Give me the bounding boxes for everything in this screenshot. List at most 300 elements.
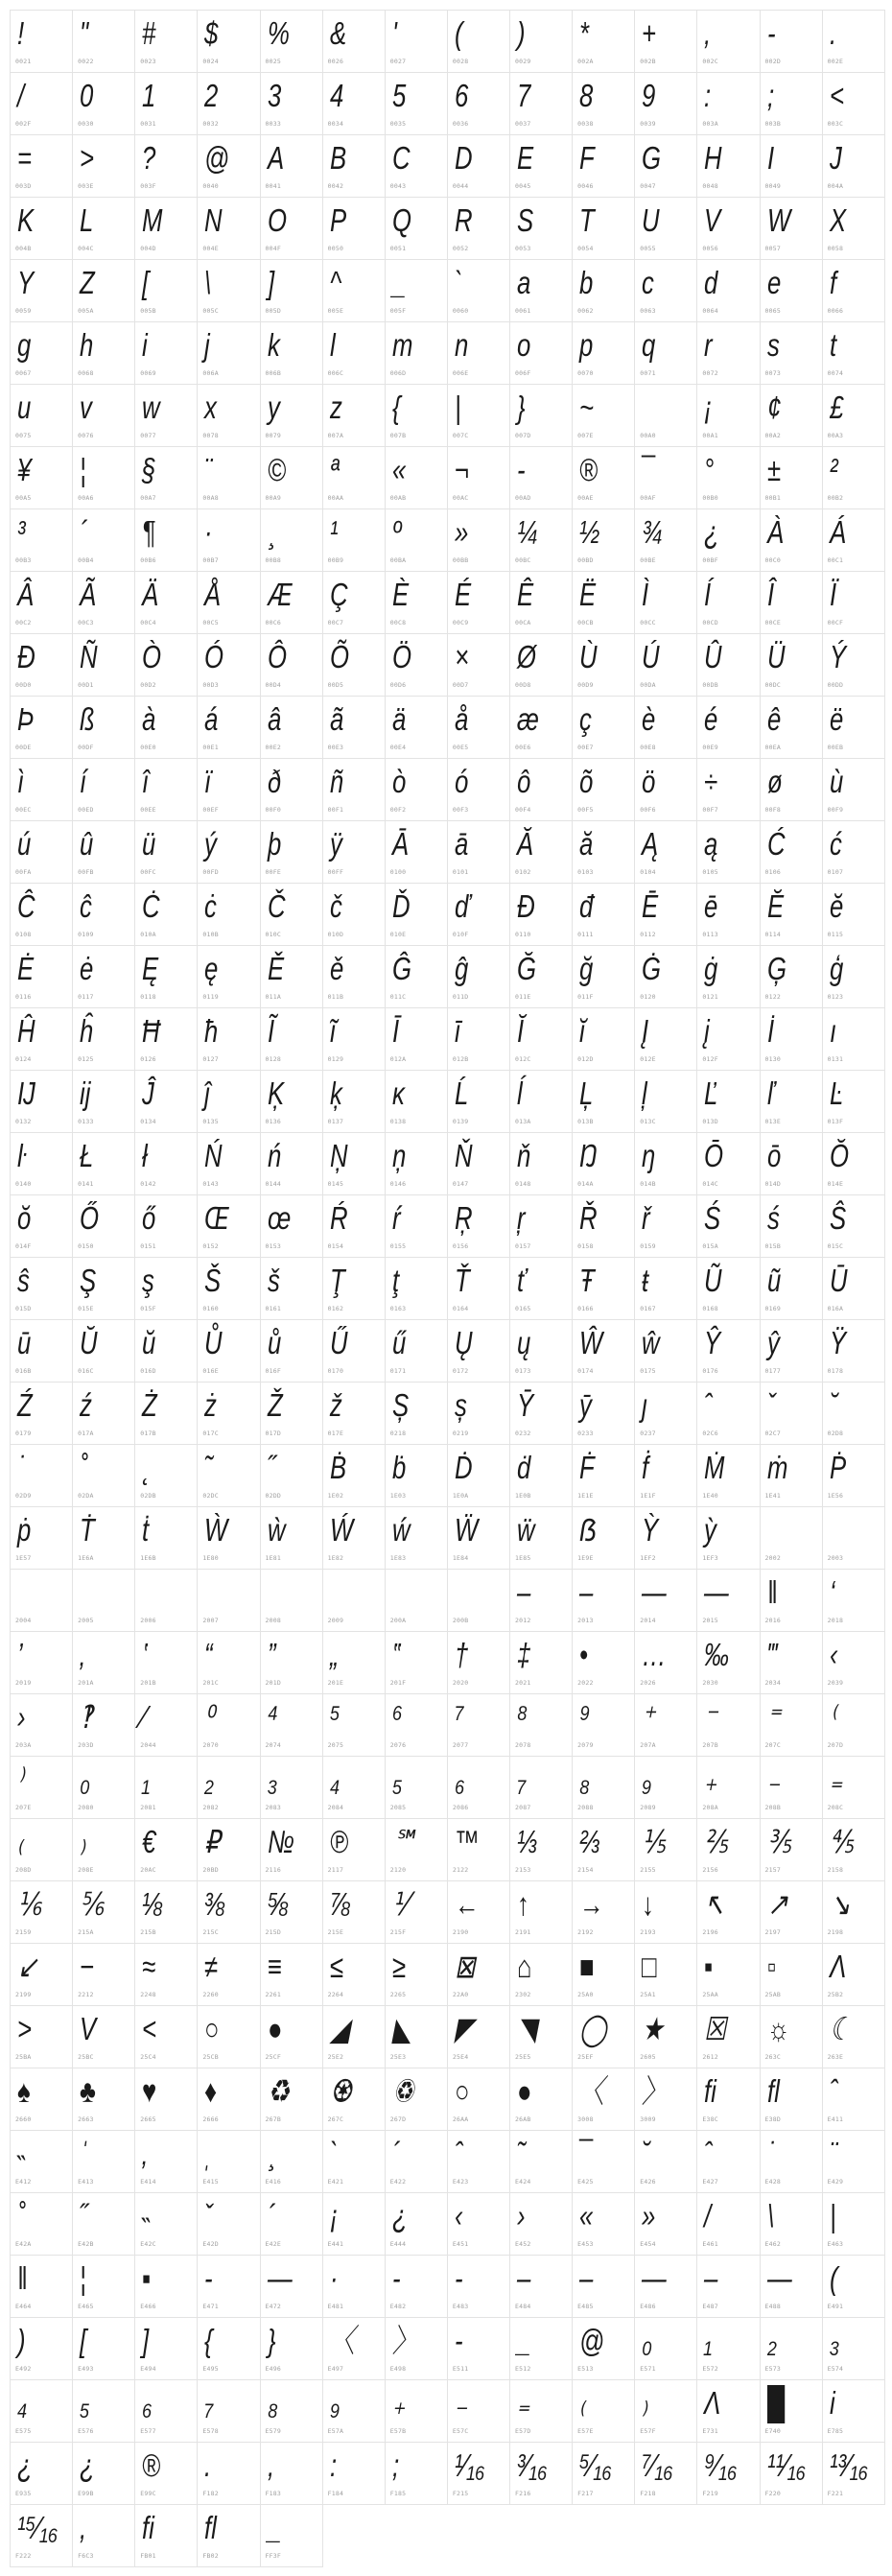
glyph-codepoint: 1E84 (452, 1554, 469, 1562)
glyph-char: Ė (17, 951, 35, 986)
glyph-codepoint: F183 (265, 2490, 281, 2497)
glyph-char: ₁ (142, 1761, 151, 1797)
glyph-cell (509, 820, 573, 884)
glyph-char: 5 (391, 78, 407, 113)
glyph-cell (197, 1756, 260, 1819)
glyph-char: ℗ (329, 1824, 348, 1859)
glyph-cell (696, 1132, 760, 1195)
glyph-cell (260, 1818, 323, 1881)
glyph-cell (696, 1756, 760, 1819)
glyph-cell (447, 2192, 510, 2256)
glyph-char: ▫ (766, 1949, 776, 1984)
glyph-cell (260, 259, 323, 322)
glyph-cell (197, 571, 260, 634)
glyph-cell (197, 1569, 260, 1632)
glyph-codepoint: E38C (702, 2115, 718, 2123)
glyph-codepoint: 00B7 (202, 556, 219, 564)
glyph-cell (10, 134, 73, 198)
glyph-cell (134, 1756, 198, 1819)
glyph-codepoint: F217 (577, 2490, 594, 2497)
glyph-codepoint: 015B (764, 1242, 781, 1250)
glyph-codepoint: 00C8 (389, 619, 407, 626)
glyph-codepoint: 267C (327, 2115, 344, 2123)
glyph-char: ţ (391, 1263, 399, 1298)
glyph-codepoint: 0033 (265, 120, 281, 128)
glyph-codepoint: 0148 (515, 1180, 531, 1188)
glyph-char: Ũ (704, 1263, 722, 1298)
glyph-cell (385, 2442, 448, 2505)
glyph-cell (447, 820, 510, 884)
glyph-codepoint: 0071 (640, 369, 656, 377)
glyph-codepoint: FF3F (265, 2552, 281, 2560)
glyph-cell (509, 1880, 573, 1944)
glyph-codepoint: 00F0 (265, 806, 281, 814)
glyph-codepoint: 1E81 (265, 1554, 281, 1562)
glyph-codepoint: E513 (577, 2365, 594, 2373)
glyph-cell (197, 696, 260, 759)
glyph-char: r (704, 327, 713, 363)
glyph-cell (822, 2255, 885, 2318)
glyph-codepoint: 0178 (827, 1367, 844, 1375)
glyph-cell (322, 321, 386, 385)
glyph-codepoint: 0034 (327, 120, 344, 128)
glyph-codepoint: 004D (140, 245, 156, 252)
glyph-cell (260, 571, 323, 634)
glyph-char: Į (642, 1013, 649, 1049)
glyph-cell (572, 2130, 635, 2193)
glyph-cell (509, 696, 573, 759)
glyph-char: Ľ (704, 1075, 718, 1111)
glyph-char: ⁷ (454, 1699, 464, 1735)
glyph-codepoint: E424 (515, 2178, 531, 2186)
glyph-cell (134, 571, 198, 634)
glyph-codepoint: 00B2 (827, 494, 844, 502)
glyph-char: ) (517, 15, 526, 51)
glyph-cell (760, 1007, 823, 1071)
glyph-codepoint: E496 (265, 2365, 281, 2373)
glyph-char: ŋ (642, 1138, 656, 1173)
glyph-cell (447, 10, 510, 73)
glyph-codepoint: 00B9 (327, 556, 344, 564)
glyph-char: Ś (704, 1200, 721, 1236)
glyph-codepoint: 00DA (640, 681, 656, 689)
glyph-cell (634, 1631, 697, 1694)
glyph-codepoint: 00EA (764, 744, 781, 751)
glyph-cell (822, 1319, 885, 1383)
glyph-char: ˝ (267, 1450, 276, 1485)
glyph-char: ₋ (766, 1761, 781, 1797)
glyph-char: ₋ (454, 2385, 468, 2421)
glyph-cell (260, 2442, 323, 2505)
glyph-char: ₃ (829, 2323, 839, 2358)
glyph-codepoint: 011F (577, 993, 594, 1001)
glyph-cell (10, 1569, 73, 1632)
glyph-cell (572, 1070, 635, 1133)
glyph-char: Š (204, 1263, 222, 1298)
glyph-char: w (142, 390, 160, 425)
glyph-cell (260, 696, 323, 759)
glyph-codepoint: 25AB (764, 1991, 781, 1998)
glyph-cell (447, 1943, 510, 2006)
glyph-codepoint: 1E57 (15, 1554, 32, 1562)
glyph-char: = (17, 140, 33, 176)
glyph-char: Ã (80, 577, 97, 612)
glyph-char: æ (517, 701, 539, 737)
glyph-cell (822, 820, 885, 884)
glyph-char: X (829, 202, 846, 238)
glyph-codepoint: 2192 (577, 1928, 594, 1936)
glyph-codepoint: 0143 (202, 1180, 219, 1188)
glyph-codepoint: E411 (827, 2115, 844, 2123)
glyph-char: m (391, 327, 413, 363)
glyph-char: Ž (267, 1387, 283, 1423)
glyph-char: Ḟ (579, 1450, 595, 1485)
glyph-char: ₆ (454, 1761, 465, 1797)
glyph-codepoint: 00BA (389, 556, 407, 564)
glyph-codepoint: 215C (202, 1928, 219, 1936)
glyph-cell (634, 321, 697, 385)
glyph-char: * (579, 15, 590, 51)
glyph-codepoint: 2004 (15, 1617, 32, 1624)
glyph-cell (572, 1319, 635, 1383)
glyph-cell (760, 10, 823, 73)
glyph-codepoint: 00F3 (452, 806, 469, 814)
glyph-codepoint: 1E03 (389, 1492, 407, 1500)
glyph-cell (634, 1943, 697, 2006)
glyph-cell (822, 1132, 885, 1195)
glyph-cell (509, 571, 573, 634)
glyph-cell (72, 1880, 135, 1944)
glyph-char: ≤ (329, 1949, 343, 1984)
glyph-codepoint: 00BE (640, 556, 656, 564)
glyph-char: ● (267, 2011, 283, 2046)
glyph-cell (385, 1943, 448, 2006)
glyph-char: ŏ (17, 1200, 32, 1236)
glyph-cell (134, 2504, 198, 2567)
glyph-codepoint: 2003 (827, 1554, 844, 1562)
glyph-char: ā (454, 826, 469, 862)
glyph-cell (696, 1631, 760, 1694)
glyph-cell (72, 259, 135, 322)
glyph-codepoint: F221 (827, 2490, 844, 2497)
glyph-codepoint: 2044 (140, 1741, 156, 1749)
glyph-cell (322, 1070, 386, 1133)
glyph-char: Ö (391, 639, 411, 674)
glyph-char: ⁵ (329, 1699, 340, 1735)
glyph-codepoint: 2026 (640, 1679, 656, 1687)
glyph-cell (10, 820, 73, 884)
glyph-codepoint: 201F (389, 1679, 407, 1687)
glyph-codepoint: 007D (515, 432, 531, 439)
glyph-codepoint: 00B1 (764, 494, 781, 502)
glyph-codepoint: 015A (702, 1242, 718, 1250)
glyph-char: ļ (642, 1075, 647, 1111)
glyph-codepoint: F184 (327, 2490, 344, 2497)
glyph-char: Ō (704, 1138, 724, 1173)
glyph-char: ¹¹⁄₁₆ (766, 2447, 806, 2483)
glyph-codepoint: E444 (389, 2240, 407, 2248)
glyph-char: – (517, 2260, 531, 2296)
glyph-cell (447, 945, 510, 1008)
glyph-char: - (204, 2260, 213, 2296)
glyph-cell (385, 758, 448, 821)
glyph-char: 2 (204, 78, 219, 113)
glyph-cell (696, 1070, 760, 1133)
glyph-codepoint: 0065 (764, 307, 781, 315)
glyph-char: ‚ (142, 2136, 148, 2171)
glyph-cell (10, 696, 73, 759)
glyph-char: Č (267, 888, 286, 924)
glyph-char: ⅖ (704, 1824, 729, 1859)
glyph-cell (634, 1382, 697, 1445)
glyph-codepoint: 207B (702, 1741, 718, 1749)
glyph-cell (10, 1319, 73, 1383)
glyph-codepoint: 0036 (452, 120, 469, 128)
glyph-codepoint: F222 (15, 2552, 32, 2560)
glyph-char: þ (267, 826, 281, 862)
glyph-cell (197, 1506, 260, 1570)
glyph-char: ‽ (80, 1699, 93, 1735)
glyph-codepoint: 00DD (827, 681, 844, 689)
glyph-cell (634, 1319, 697, 1383)
glyph-cell (72, 134, 135, 198)
glyph-char: @ (204, 140, 230, 176)
glyph-cell (634, 508, 697, 572)
glyph-cell (10, 2442, 73, 2505)
glyph-codepoint: 0175 (640, 1367, 656, 1375)
glyph-cell (760, 1569, 823, 1632)
glyph-codepoint: 00FD (202, 868, 219, 876)
glyph-char: ⁾ (17, 1761, 24, 1797)
glyph-codepoint: 20AC (140, 1866, 156, 1874)
glyph-codepoint: 0077 (140, 432, 156, 439)
glyph-char: } (267, 2323, 276, 2358)
glyph-char: ¯ (642, 452, 656, 487)
glyph-char: Ī (391, 1013, 399, 1049)
glyph-char: ⁻ (704, 1699, 717, 1735)
glyph-codepoint: 0075 (15, 432, 32, 439)
glyph-char: › (517, 2198, 526, 2233)
glyph-cell (822, 72, 885, 135)
glyph-codepoint: E42B (78, 2240, 94, 2248)
glyph-codepoint: 00D2 (140, 681, 156, 689)
glyph-cell (509, 1943, 573, 2006)
glyph-char: Ṫ (80, 1512, 95, 1548)
glyph-cell (197, 1631, 260, 1694)
glyph-char: 〈 (329, 2323, 355, 2358)
glyph-cell (72, 2442, 135, 2505)
glyph-codepoint: 00A7 (140, 494, 156, 502)
glyph-char: ₄ (17, 2385, 28, 2421)
glyph-char: : (329, 2447, 337, 2483)
glyph-codepoint: E511 (452, 2365, 469, 2373)
glyph-char: Ø (517, 639, 537, 674)
glyph-codepoint: E57F (640, 2427, 656, 2435)
glyph-char: è (642, 701, 656, 737)
glyph-codepoint: 0030 (78, 120, 94, 128)
glyph-codepoint: 00FC (140, 868, 156, 876)
glyph-cell (260, 1257, 323, 1320)
glyph-cell (447, 633, 510, 697)
glyph-codepoint: 2265 (389, 1991, 407, 1998)
glyph-char: é (704, 701, 718, 737)
glyph-char: V (80, 2011, 97, 2046)
glyph-char: ű (391, 1325, 407, 1360)
glyph-char: Ú (642, 639, 660, 674)
glyph-char: Ç (329, 577, 348, 612)
glyph-cell (72, 2130, 135, 2193)
glyph-cell (72, 384, 135, 447)
glyph-cell (760, 259, 823, 322)
glyph-char: Z (80, 265, 95, 300)
glyph-codepoint: 0107 (827, 868, 844, 876)
glyph-cell (10, 259, 73, 322)
glyph-cell (572, 2005, 635, 2068)
glyph-codepoint: E493 (78, 2365, 94, 2373)
glyph-cell (260, 2130, 323, 2193)
glyph-cell (72, 10, 135, 73)
glyph-cell (509, 2379, 573, 2443)
glyph-cell (260, 2068, 323, 2131)
glyph-char: ⅓ (517, 1824, 538, 1859)
glyph-char: A (267, 140, 284, 176)
glyph-char: œ (267, 1200, 291, 1236)
glyph-codepoint: 207C (764, 1741, 781, 1749)
glyph-cell (385, 1756, 448, 1819)
glyph-codepoint: 004E (202, 245, 219, 252)
glyph-char: ü (142, 826, 156, 862)
glyph-codepoint: E42D (202, 2240, 219, 2248)
glyph-char: ô (517, 764, 531, 799)
glyph-cell (696, 1194, 760, 1258)
glyph-cell (509, 2192, 573, 2256)
glyph-codepoint: 010A (140, 931, 156, 938)
glyph-codepoint: 00F8 (764, 806, 781, 814)
glyph-codepoint: 0172 (452, 1367, 469, 1375)
glyph-cell (134, 2068, 198, 2131)
glyph-codepoint: 00BD (577, 556, 594, 564)
glyph-codepoint: 012E (640, 1055, 656, 1063)
glyph-cell (322, 1132, 386, 1195)
glyph-char: Ő (80, 1200, 100, 1236)
glyph-char: ‴ (766, 1637, 776, 1672)
glyph-char: ⅟ (391, 1886, 407, 1922)
glyph-cell (385, 72, 448, 135)
glyph-codepoint: 0113 (702, 931, 718, 938)
glyph-cell (634, 945, 697, 1008)
glyph-codepoint: 004F (265, 245, 281, 252)
glyph-char: ℠ (391, 1824, 418, 1859)
glyph-codepoint: 263E (827, 2053, 844, 2061)
glyph-cell (760, 384, 823, 447)
glyph-codepoint: 016A (827, 1305, 844, 1312)
glyph-codepoint: 00F4 (515, 806, 531, 814)
glyph-char: ₇ (204, 2385, 214, 2421)
glyph-char: , (267, 2447, 274, 2483)
glyph-cell (197, 1132, 260, 1195)
glyph-codepoint: 003E (78, 182, 94, 190)
glyph-char: ř (642, 1200, 650, 1236)
glyph-cell (447, 1756, 510, 1819)
glyph-char: , (704, 15, 712, 51)
glyph-char: ↓ (642, 1886, 655, 1922)
glyph-cell (197, 446, 260, 509)
glyph-char: Ņ (329, 1138, 348, 1173)
glyph-codepoint: 0171 (389, 1367, 407, 1375)
glyph-char: \ (766, 2198, 774, 2233)
glyph-cell (10, 1818, 73, 1881)
glyph-char: ˙ (766, 2136, 776, 2171)
glyph-char: € (142, 1824, 156, 1859)
glyph-char: Â (17, 577, 35, 612)
glyph-char: ¾ (642, 514, 663, 550)
glyph-char: £ (829, 390, 843, 425)
glyph-codepoint: 2117 (327, 1866, 344, 1874)
glyph-cell (696, 2192, 760, 2256)
glyph-codepoint: 0076 (78, 432, 94, 439)
glyph-char: › (17, 1699, 26, 1735)
glyph-codepoint: 0042 (327, 182, 344, 190)
glyph-cell (760, 1631, 823, 1694)
glyph-codepoint: E497 (327, 2365, 344, 2373)
glyph-char: Ķ (267, 1075, 284, 1111)
glyph-cell (260, 1506, 323, 1570)
glyph-char: ³ (17, 514, 26, 550)
glyph-cell (634, 259, 697, 322)
glyph-char: ˘ (829, 1387, 838, 1423)
glyph-cell (696, 571, 760, 634)
glyph-cell (385, 384, 448, 447)
glyph-codepoint: 208B (764, 1804, 781, 1811)
glyph-codepoint: 00C4 (140, 619, 156, 626)
glyph-codepoint: 0169 (764, 1305, 781, 1312)
glyph-codepoint: 002E (827, 58, 844, 65)
glyph-char: ₈ (579, 1761, 590, 1797)
glyph-char: ² (829, 452, 838, 487)
glyph-char: ˆ (454, 2136, 463, 2171)
glyph-cell (447, 2379, 510, 2443)
glyph-cell (572, 2379, 635, 2443)
glyph-char: ã (329, 701, 343, 737)
glyph-codepoint: 0218 (389, 1430, 407, 1437)
glyph-codepoint: 26AB (515, 2115, 531, 2123)
glyph-cell (322, 384, 386, 447)
glyph-cell (509, 508, 573, 572)
glyph-char: ☾ (829, 2011, 852, 2046)
glyph-char: u (17, 390, 32, 425)
glyph-char: ₈ (267, 2385, 278, 2421)
glyph-cell (134, 1444, 198, 1507)
glyph-codepoint: 00C0 (764, 556, 781, 564)
glyph-char: ◯ (579, 2011, 607, 2046)
glyph-codepoint: 00AB (389, 494, 407, 502)
glyph-char: ☼ (766, 2011, 790, 2046)
glyph-codepoint: 0037 (515, 120, 531, 128)
glyph-codepoint: 014B (640, 1180, 656, 1188)
glyph-cell (10, 1382, 73, 1445)
glyph-cell (822, 758, 885, 821)
glyph-char: ■ (579, 1949, 595, 1984)
glyph-codepoint: E487 (702, 2303, 718, 2310)
glyph-codepoint: 012B (452, 1055, 469, 1063)
glyph-char: Ẅ (454, 1512, 479, 1548)
glyph-codepoint: 003A (702, 120, 718, 128)
glyph-cell (385, 571, 448, 634)
glyph-cell (634, 633, 697, 697)
glyph-cell (197, 2068, 260, 2131)
glyph-char: ™ (454, 1824, 480, 1859)
glyph-codepoint: 0145 (327, 1180, 344, 1188)
